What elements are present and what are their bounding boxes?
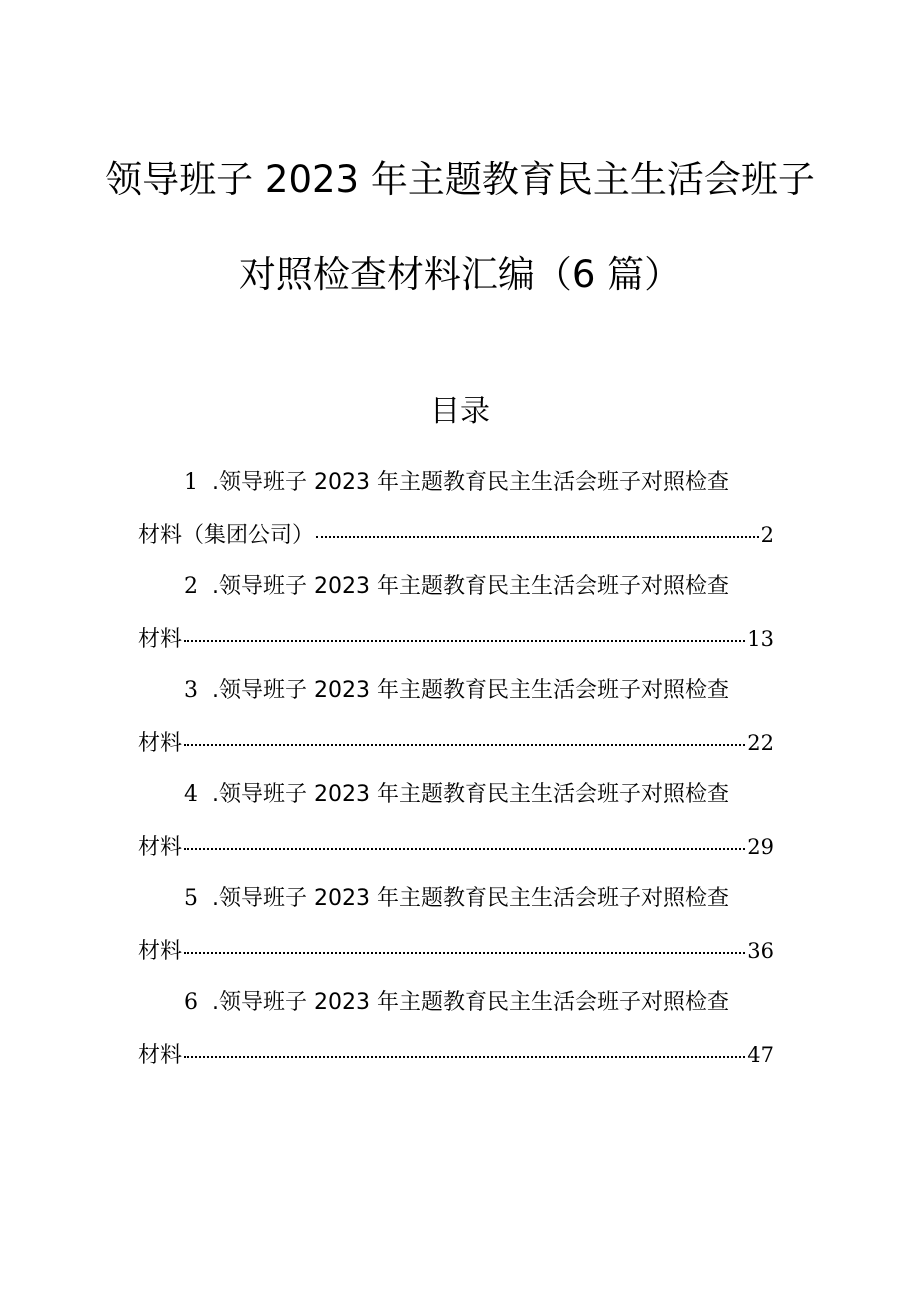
toc-entry-continuation-row xyxy=(138,1038,774,1072)
toc-dot-leader xyxy=(184,640,745,642)
toc-entry-6[interactable] xyxy=(0,986,920,1090)
toc-page-number: 13 xyxy=(747,627,774,651)
toc-entry-number: 6 xyxy=(184,990,198,1015)
toc-entry-title xyxy=(184,986,729,1020)
toc-entry-text: .领导班子 2023 年主题教育民主生活会班子对照检查 xyxy=(212,678,729,703)
toc-page-number: 47 xyxy=(747,1043,774,1067)
toc-entry-continuation: 材料（集团公司） xyxy=(138,523,315,548)
toc-entry-number: 5 xyxy=(184,886,198,911)
toc-entry-text: .领导班子 2023 年主题教育民主生活会班子对照检查 xyxy=(212,886,729,911)
document-title-line-2: 对照检查材料汇编（6 篇） xyxy=(238,253,682,296)
toc-entry-continuation: 材料 xyxy=(138,939,183,964)
toc-entry-title xyxy=(184,674,729,708)
toc-entry-1[interactable] xyxy=(0,466,920,570)
toc-entry-number: 4 xyxy=(184,782,198,807)
toc-entry-continuation: 材料 xyxy=(138,1043,183,1068)
toc-entry-number: 2 xyxy=(184,574,198,599)
toc-entry-number: 1 xyxy=(184,470,198,495)
toc-entry-number: 3 xyxy=(184,678,198,703)
toc-page-number: 2 xyxy=(760,523,774,547)
toc-entry-continuation-row xyxy=(138,726,774,760)
toc-entry-continuation-row xyxy=(138,934,774,968)
toc-dot-leader xyxy=(184,952,745,954)
toc-page-number: 22 xyxy=(747,731,774,755)
toc-entry-text: .领导班子 2023 年主题教育民主生活会班子对照检查 xyxy=(212,574,729,599)
toc-entry-continuation-row xyxy=(138,622,774,656)
toc-entry-continuation-row xyxy=(138,518,774,552)
toc-entry-5[interactable] xyxy=(0,882,920,986)
toc-entry-text: .领导班子 2023 年主题教育民主生活会班子对照检查 xyxy=(212,990,729,1015)
toc-heading: 目录 xyxy=(430,394,490,429)
toc-entry-continuation-row xyxy=(138,830,774,864)
toc-entry-title xyxy=(184,570,729,604)
toc-entry-continuation: 材料 xyxy=(138,627,183,652)
toc-dot-leader xyxy=(316,536,759,538)
toc-page-number: 36 xyxy=(747,939,774,963)
toc-entry-text: .领导班子 2023 年主题教育民主生活会班子对照检查 xyxy=(212,782,729,807)
toc-dot-leader xyxy=(184,744,745,746)
toc-page-number: 29 xyxy=(747,835,774,859)
toc-dot-leader xyxy=(184,848,745,850)
toc-entry-title xyxy=(184,466,729,500)
toc-entry-4[interactable] xyxy=(0,778,920,882)
toc-entry-text: .领导班子 2023 年主题教育民主生活会班子对照检查 xyxy=(212,470,729,495)
toc-entry-3[interactable] xyxy=(0,674,920,778)
toc-entry-title xyxy=(184,882,729,916)
toc-entry-continuation: 材料 xyxy=(138,835,183,860)
toc-entry-continuation: 材料 xyxy=(138,731,183,756)
document-title-line-1: 领导班子 2023 年主题教育民主生活会班子 xyxy=(105,158,815,201)
toc-dot-leader xyxy=(184,1056,745,1058)
toc-entry-title xyxy=(184,778,729,812)
toc-entry-2[interactable] xyxy=(0,570,920,674)
